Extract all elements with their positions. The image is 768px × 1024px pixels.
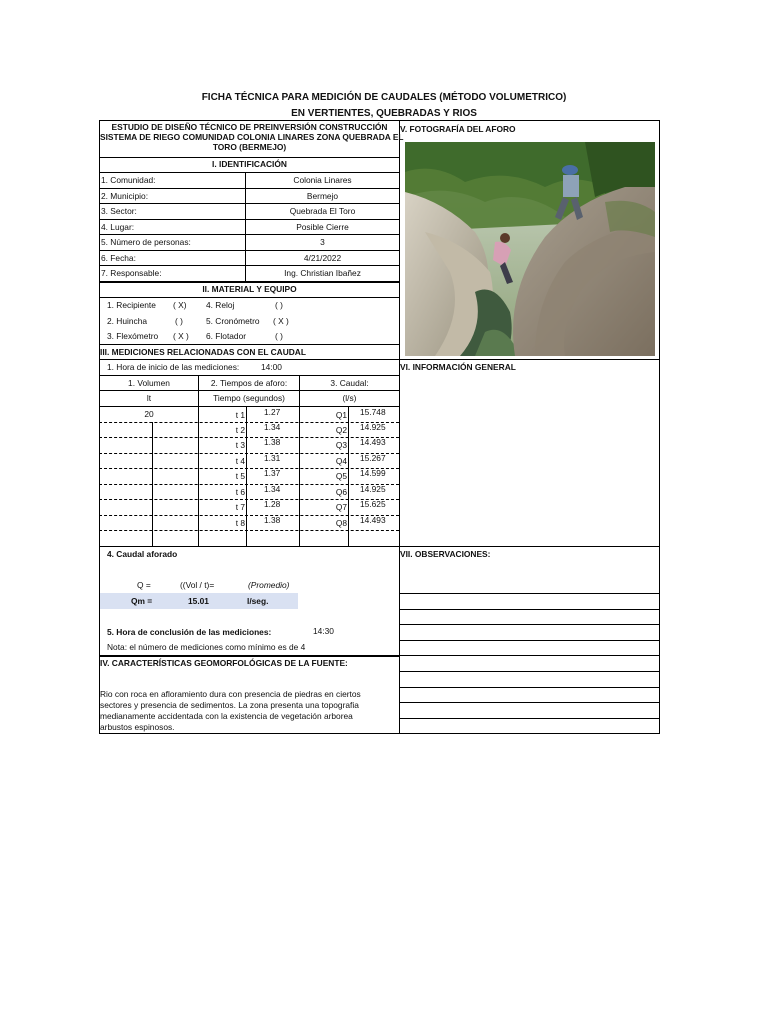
flow-header: 4. Caudal aforado	[107, 549, 178, 559]
volume-value: 20	[144, 409, 154, 419]
time-value-3: 1.38	[264, 437, 281, 447]
frame-bottom	[99, 733, 660, 734]
end-time: 14:30	[313, 626, 334, 636]
equip-cronometro-mark: ( X )	[273, 316, 289, 326]
equip-huincha: 2. Huincha	[107, 316, 148, 326]
q-note: (Promedio)	[248, 580, 290, 590]
id-value-sector: Quebrada El Toro	[289, 206, 356, 216]
q-label-3: Q3	[335, 440, 347, 450]
divider	[99, 375, 399, 376]
obs-line	[399, 655, 660, 656]
study-line-3: TORO (BERMEJO)	[212, 142, 287, 152]
t-label-8: t 8	[235, 518, 245, 528]
t-label-5: t 5	[235, 471, 245, 481]
flow-value-1: 15.748	[360, 407, 386, 417]
grid-line	[198, 375, 199, 546]
q-label-8: Q8	[335, 518, 347, 528]
equip-huincha-mark: ( )	[175, 316, 183, 326]
obs-line	[399, 718, 660, 719]
frame-left	[99, 120, 100, 733]
end-label: 5. Hora de conclusión de las mediciones:	[107, 627, 272, 637]
row-divider	[99, 468, 399, 469]
form-subtitle: EN VERTIENTES, QUEBRADAS Y RIOS	[291, 108, 477, 119]
divider	[99, 172, 399, 173]
time-value-1: 1.27	[264, 407, 281, 417]
study-line-2: SISTEMA DE RIEGO COMUNIDAD COLONIA LINARES ZONA QUEBRADA EL	[100, 132, 404, 142]
flow-value-8: 14.493	[360, 515, 386, 525]
equip-flexometro: 3. Flexómetro	[107, 331, 159, 341]
river-rock-photo	[405, 142, 655, 356]
id-label-fecha: 6. Fecha:	[101, 253, 136, 263]
row-divider	[99, 453, 399, 454]
unit-flow: (l/s)	[342, 393, 357, 403]
q-label-5: Q5	[335, 471, 347, 481]
flow-value-4: 15.267	[360, 453, 386, 463]
divider	[99, 359, 660, 360]
geo-line-2: sectores y presencia de sedimentos. La zona presenta una topografia	[100, 700, 359, 710]
id-label-sector: 3. Sector:	[101, 206, 137, 216]
t-label-6: t 6	[235, 487, 245, 497]
row-divider	[99, 484, 399, 485]
divider	[99, 281, 399, 283]
obs-line	[399, 687, 660, 688]
divider	[99, 203, 399, 204]
id-value-municipio: Bermejo	[306, 191, 339, 201]
grid-line	[299, 375, 300, 546]
row-divider	[99, 437, 399, 438]
q-label-7: Q7	[335, 502, 347, 512]
general-header: VI. INFORMACIÓN GENERAL	[400, 362, 516, 372]
q-label-2: Q2	[335, 425, 347, 435]
qm-value: 15.01	[188, 596, 209, 606]
row-divider	[99, 422, 399, 423]
frame-top	[99, 120, 660, 121]
obs-line	[399, 640, 660, 641]
frame-middle	[399, 120, 400, 733]
divider	[99, 546, 660, 547]
equip-flotador-mark: ( )	[275, 331, 283, 341]
id-label-lugar: 4. Lugar:	[101, 222, 135, 232]
divider	[99, 234, 399, 235]
col-volume-header: 1. Volumen	[128, 378, 170, 388]
obs-line	[399, 593, 660, 594]
frame-right	[659, 120, 660, 733]
equip-recipiente-mark: ( X)	[173, 300, 187, 310]
identification-header: I. IDENTIFICACIÓN	[212, 159, 287, 169]
id-label-responsable: 7. Responsable:	[101, 268, 162, 278]
q-label-6: Q6	[335, 487, 347, 497]
photo-header: V. FOTOGRAFÍA DEL AFORO	[400, 124, 516, 134]
divider	[99, 157, 399, 158]
flow-value-6: 14.925	[360, 484, 386, 494]
grid-line	[348, 406, 349, 546]
unit-volume: lt	[146, 393, 152, 403]
obs-line	[399, 702, 660, 703]
divider	[99, 188, 399, 189]
t-label-1: t 1	[235, 410, 245, 420]
geo-line-4: arbustos espinosos.	[100, 722, 175, 732]
start-label: 1. Hora de inicio de las mediciones:	[107, 362, 240, 372]
flow-value-2: 14.925	[360, 422, 386, 432]
col-times-header: 2. Tiempos de aforo:	[210, 378, 288, 388]
obs-line	[399, 609, 660, 610]
q-label: Q =	[137, 580, 151, 590]
id-value-personas: 3	[320, 237, 325, 247]
equipment-header: II. MATERIAL Y EQUIPO	[202, 284, 297, 294]
divider	[99, 250, 399, 251]
divider	[99, 265, 399, 266]
geo-line-1: Rio con roca en afloramiento dura con presencia de piedras en ciertos	[100, 689, 361, 699]
time-value-5: 1.37	[264, 468, 281, 478]
id-value-fecha: 4/21/2022	[303, 253, 342, 263]
id-value-lugar: Posible Cierre	[296, 222, 349, 232]
row-divider	[99, 515, 399, 516]
unit-times: Tiempo (segundos)	[213, 393, 285, 403]
geo-header: IV. CARACTERÍSTICAS GEOMORFOLÓGICAS DE LA FUENTE:	[100, 658, 348, 668]
measurements-header: III. MEDICIONES RELACIONADAS CON EL CAUDAL	[100, 347, 306, 357]
divider	[99, 655, 399, 657]
observations-header: VII. OBSERVACIONES:	[400, 549, 491, 559]
geo-line-3: medianamente accidentada con la existencia de vegetación arborea	[100, 711, 353, 721]
time-value-7: 1.28	[264, 499, 281, 509]
row-divider	[99, 499, 399, 500]
t-label-2: t 2	[235, 425, 245, 435]
t-label-4: t 4	[235, 456, 245, 466]
id-label-municipio: 2. Municipio:	[101, 191, 149, 201]
field-photo	[405, 142, 655, 356]
divider	[99, 297, 399, 298]
equip-reloj-mark: ( )	[275, 300, 283, 310]
obs-line	[399, 671, 660, 672]
time-value-4: 1.31	[264, 453, 281, 463]
divider	[99, 344, 399, 345]
row-divider	[99, 530, 399, 531]
id-label-comunidad: 1. Comunidad:	[101, 175, 156, 185]
equip-reloj: 4. Reloj	[206, 300, 235, 310]
q-formula: ((Vol / t)=	[180, 580, 215, 590]
flow-value-3: 14.493	[360, 437, 386, 447]
grid-line	[246, 406, 247, 546]
t-label-3: t 3	[235, 440, 245, 450]
time-value-2: 1.34	[264, 422, 281, 432]
t-label-7: t 7	[235, 502, 245, 512]
divider	[99, 406, 399, 407]
divider	[99, 390, 399, 391]
flow-value-5: 14.599	[360, 468, 386, 478]
q-label-1: Q1	[335, 410, 347, 420]
qm-unit: l/seg.	[247, 596, 269, 606]
divider	[99, 219, 399, 220]
q-label-4: Q4	[335, 456, 347, 466]
study-line-1: ESTUDIO DE DISEÑO TÉCNICO DE PREINVERSIÓN CONSTRUCCIÓN	[111, 122, 388, 132]
time-value-6: 1.34	[264, 484, 281, 494]
id-value-comunidad: Colonia Linares	[293, 175, 352, 185]
equip-recipiente: 1. Recipiente	[107, 300, 156, 310]
obs-line	[399, 624, 660, 625]
time-value-8: 1.38	[264, 515, 281, 525]
equip-cronometro: 5. Cronómetro	[206, 316, 260, 326]
note: Nota: el número de mediciones como mínimo es de 4	[107, 642, 306, 652]
col-flow-header: 3. Caudal:	[330, 378, 369, 388]
flow-value-7: 15.625	[360, 499, 386, 509]
form-title: FICHA TÉCNICA PARA MEDICIÓN DE CAUDALES (MÉTODO VOLUMETRICO)	[201, 92, 567, 103]
start-time: 14:00	[261, 362, 282, 372]
qm-label: Qm =	[131, 596, 153, 606]
id-label-personas: 5. Número de personas:	[101, 237, 191, 247]
equip-flexometro-mark: ( X )	[173, 331, 189, 341]
id-value-responsable: Ing. Christian Ibañez	[284, 268, 361, 278]
equip-flotador: 6. Flotador	[206, 331, 247, 341]
